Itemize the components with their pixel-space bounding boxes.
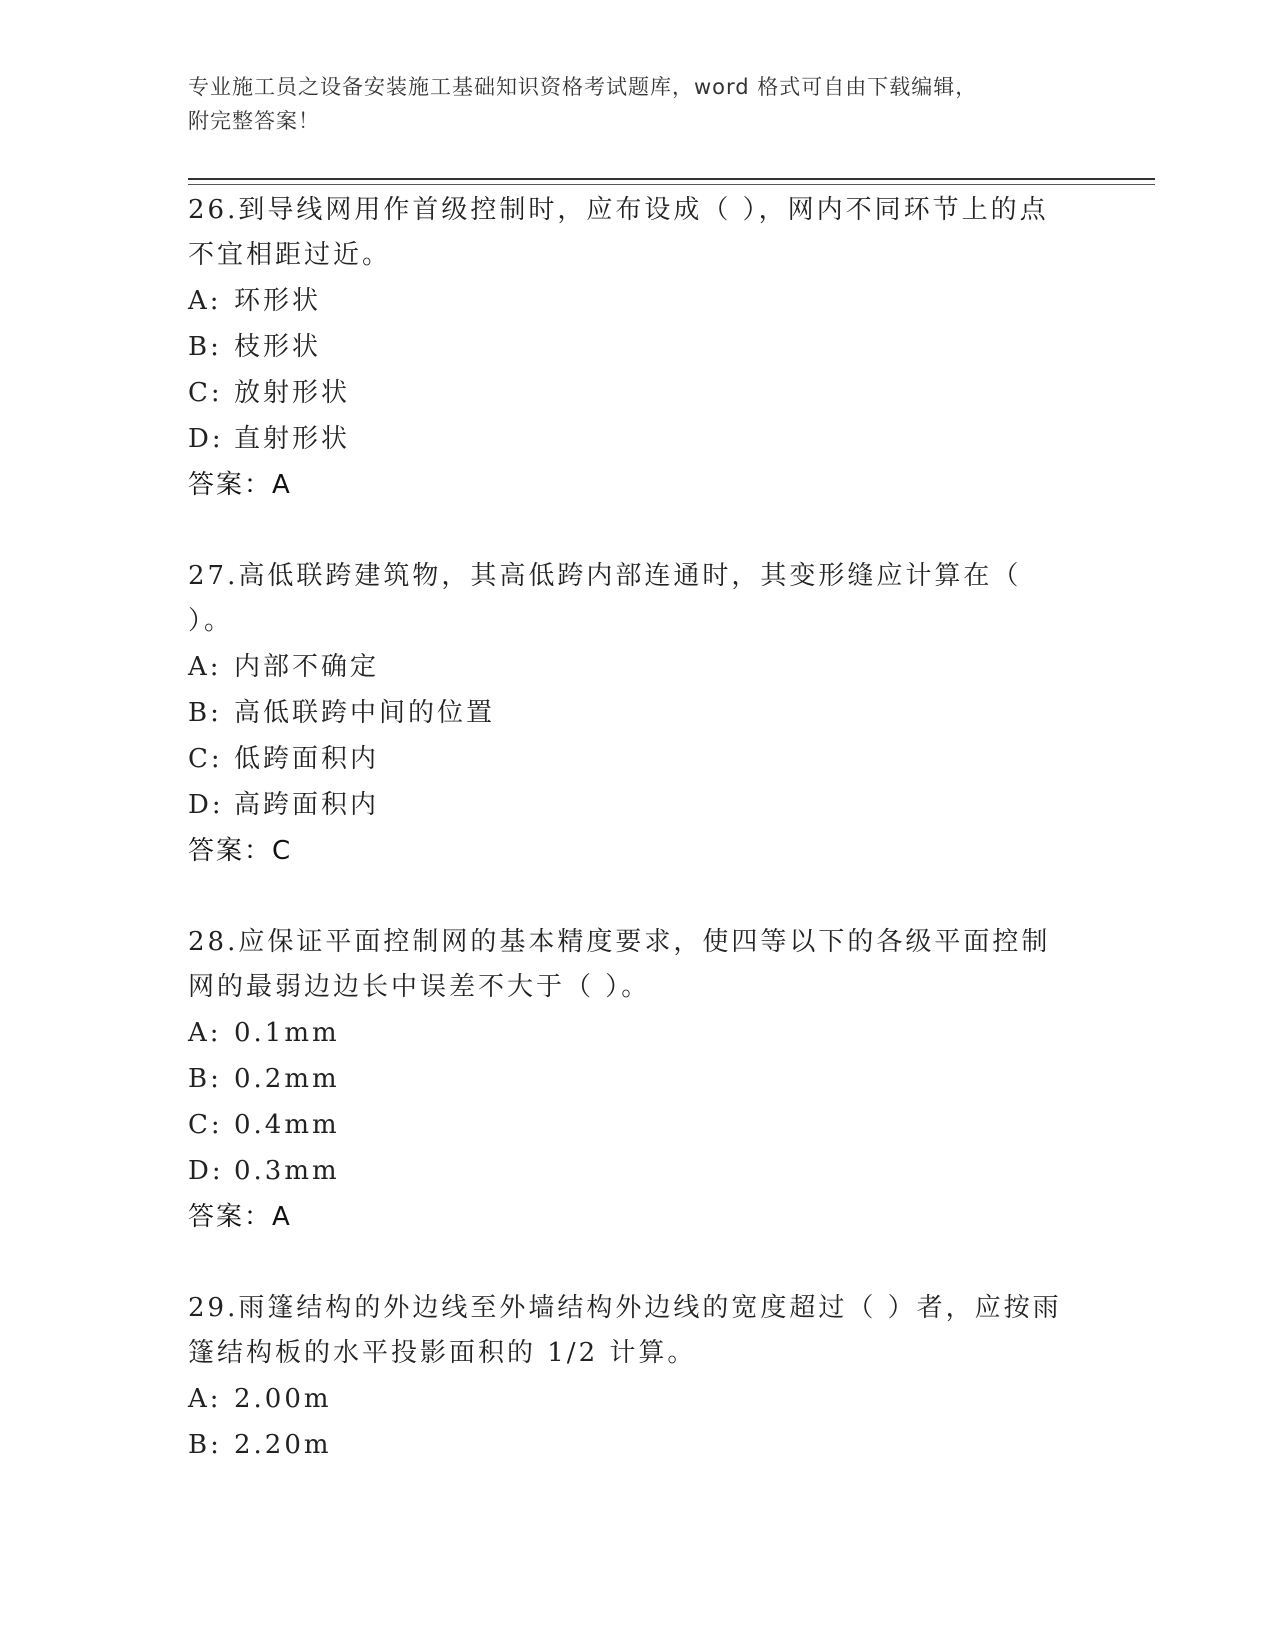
header-line-1: 专业施工员之设备安装施工基础知识资格考试题库，word 格式可自由下载编辑， [188,75,978,99]
option-d [188,1148,1068,1194]
option-text: 高低联跨中间的位置 [234,698,496,728]
option-text: 内部不确定 [234,652,380,682]
answer-line: 答案：A [188,1202,292,1232]
option-text: 放射形状 [234,378,351,408]
option-text: 0.3mm [234,1156,340,1186]
option-text: 0.4mm [234,1110,340,1140]
option-text: 0.2mm [234,1064,340,1094]
header-divider-thin [188,184,1155,185]
option-letter: B: [188,1430,222,1460]
option-text: 环形状 [234,286,322,316]
question-26 [188,188,1068,508]
question-28 [188,920,1068,1240]
option-letter: B: [188,698,222,728]
option-letter: D: [188,424,224,454]
option-letter: C: [188,744,223,774]
header-line-2: 附完整答案！ [188,109,320,133]
option-letter: D: [188,790,224,820]
option-text: 高跨面积内 [234,790,380,820]
option-letter: A: [188,652,222,682]
option-b [188,1422,1068,1468]
option-text: 2.20m [234,1430,332,1460]
option-a [188,644,1068,690]
option-d [188,782,1068,828]
question-text: 27.高低联跨建筑物，其高低跨内部连通时，其变形缝应计算在（ ）。 [188,561,1022,636]
question-list [188,188,1068,1514]
option-a [188,1010,1068,1056]
document-header [188,70,1088,138]
answer-line: 答案：A [188,470,292,500]
option-letter: B: [188,1064,222,1094]
question-text: 29.雨篷结构的外边线至外墙结构外边线的宽度超过（ ）者，应按雨篷结构板的水平投影面积的 1/2 计算。 [188,1293,1062,1368]
answer-line: 答案：C [188,836,293,866]
option-c [188,1102,1068,1148]
option-letter: A: [188,286,222,316]
option-letter: B: [188,332,222,362]
question-text: 26.到导线网用作首级控制时，应布设成（ ），网内不同环节上的点不宜相距过近。 [188,195,1049,270]
option-a [188,1376,1068,1422]
option-letter: C: [188,378,223,408]
option-letter: A: [188,1384,222,1414]
option-c [188,370,1068,416]
option-b [188,690,1068,736]
option-text: 直射形状 [234,424,351,454]
question-text: 28.应保证平面控制网的基本精度要求，使四等以下的各级平面控制网的最弱边边长中误差不大于（ ）。 [188,927,1051,1002]
option-text: 0.1mm [234,1018,340,1048]
header-divider-thick [188,178,1155,180]
option-letter: A: [188,1018,222,1048]
question-27 [188,554,1068,874]
option-a [188,278,1068,324]
option-text: 枝形状 [234,332,322,362]
option-b [188,324,1068,370]
option-c [188,736,1068,782]
option-d [188,416,1068,462]
option-letter: C: [188,1110,223,1140]
option-text: 2.00m [234,1384,332,1414]
option-b [188,1056,1068,1102]
question-29 [188,1286,1068,1468]
option-text: 低跨面积内 [234,744,380,774]
option-letter: D: [188,1156,224,1186]
